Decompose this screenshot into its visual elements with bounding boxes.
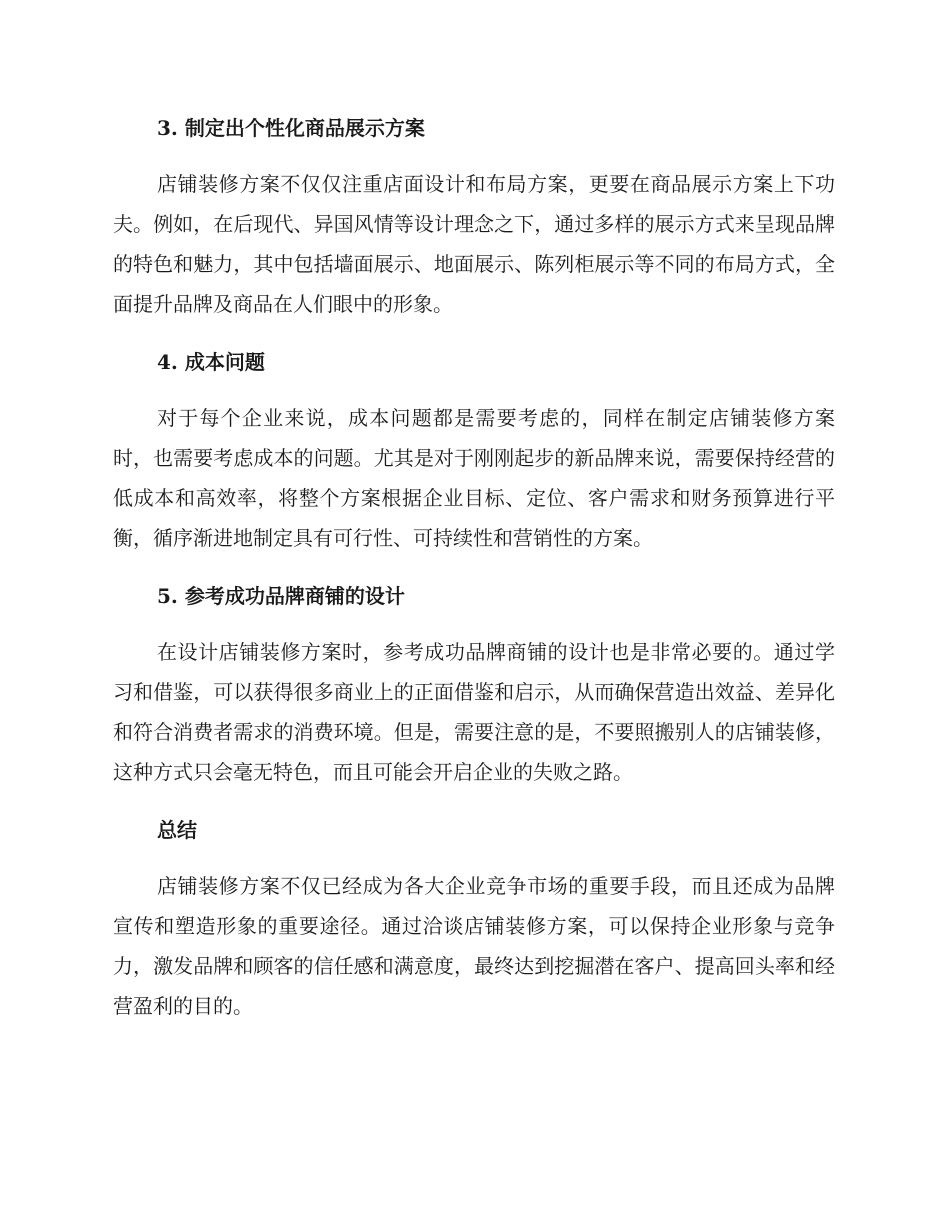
section-heading-summary: 总结 [157, 818, 197, 842]
section-heading-display-plan: 3. 制定出个性化商品展示方案 [157, 116, 425, 140]
section-paragraph-display-plan: 店铺装修方案不仅仅注重店面设计和布局方案，更要在商品展示方案上下功夫。例如，在后现代、异国风情等设计理念之下，通过多样的展示方式来呈现品牌的特色和魅力，其中包括墙面展示、地面展示、陈列柜展示等不同的布局方式，全面提升品牌及商品在人们眼中的形象。 [113, 172, 835, 316]
document-page [113, 108, 835, 1026]
section-heading-cost: 4. 成本问题 [157, 350, 265, 374]
section-heading-reference-design: 5. 参考成功品牌商铺的设计 [157, 584, 405, 608]
section-paragraph-reference-design: 在设计店铺装修方案时，参考成功品牌商铺的设计也是非常必要的。通过学习和借鉴，可以获得很多商业上的正面借鉴和启示，从而确保营造出效益、差异化和符合消费者需求的消费环境。但是，需要注意的是，不要照搬别人的店铺装修，这种方式只会毫无特色，而且可能会开启企业的失败之路。 [113, 640, 835, 784]
section-paragraph-summary: 店铺装修方案不仅已经成为各大企业竞争市场的重要手段，而且还成为品牌宣传和塑造形象的重要途径。通过洽谈店铺装修方案，可以保持企业形象与竞争力，激发品牌和顾客的信任感和满意度，最终达到挖掘潜在客户、提高回头率和经营盈利的目的。 [113, 874, 835, 1018]
section-paragraph-cost: 对于每个企业来说，成本问题都是需要考虑的，同样在制定店铺装修方案时，也需要考虑成本的问题。尤其是对于刚刚起步的新品牌来说，需要保持经营的低成本和高效率，将整个方案根据企业目标、定位、客户需求和财务预算进行平衡，循序渐进地制定具有可行性、可持续性和营销性的方案。 [113, 406, 835, 550]
